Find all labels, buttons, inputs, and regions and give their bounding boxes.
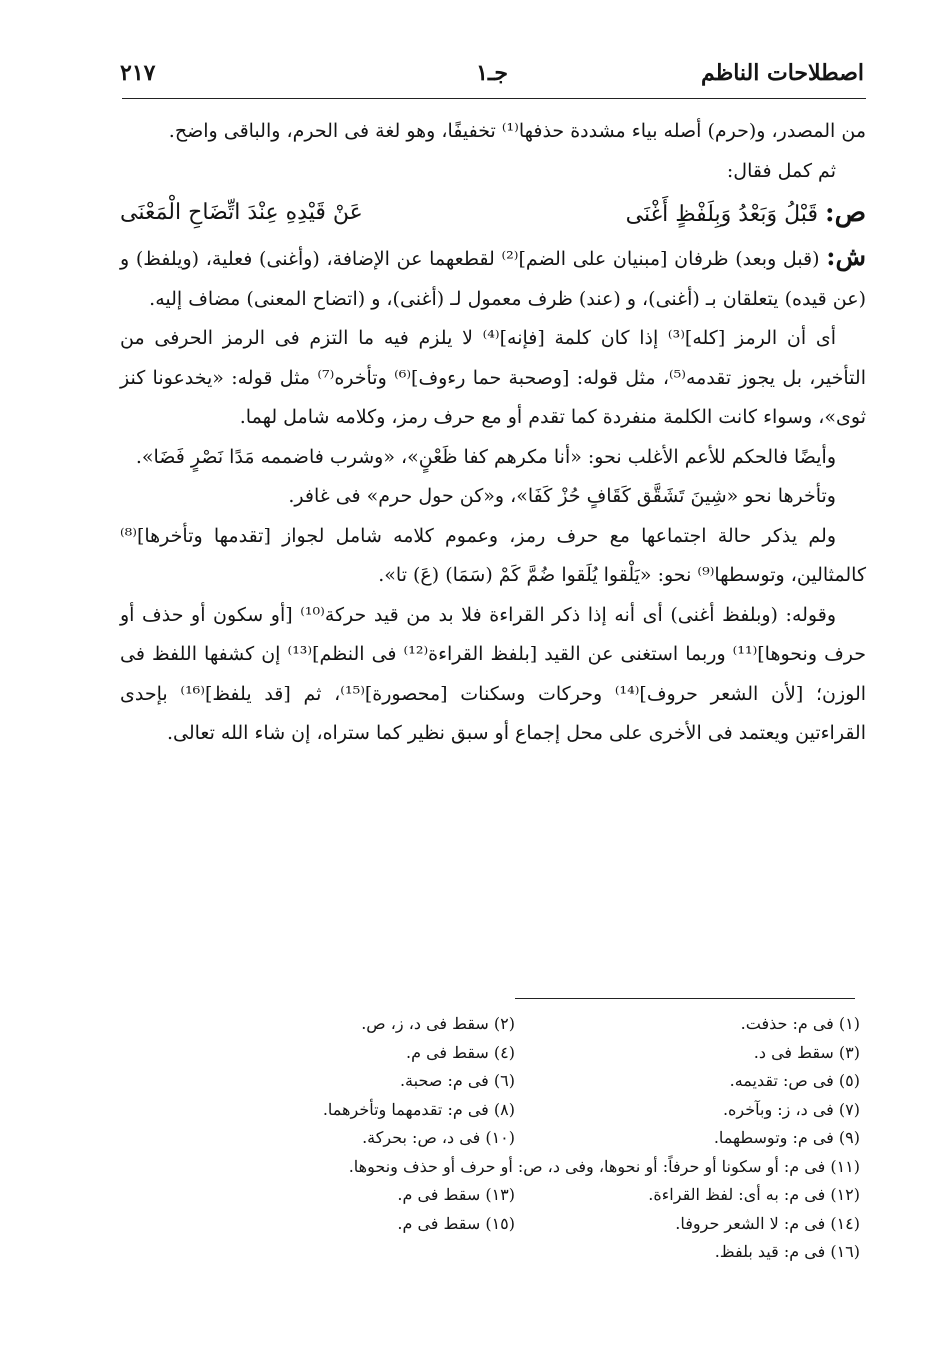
- header-volume: جـ١: [476, 60, 508, 86]
- footnote-6: (٦) فى م: صحبة.: [399, 1071, 515, 1090]
- paragraph-8: وقوله: (وبلفظ أغنى) أى أنه إذا ذكر القراءة فلا بد من قيد حركة⁽¹⁰⁾ [أو سكون أو حذف أو حرف ونحوها]⁽¹¹⁾ وربما استغنى عن القيد [بلفظ القراءة⁽¹²⁾ فى النظم]⁽¹³⁾ إن كشفها اللفظ فى الوزن؛ [لأن الشعر حروف]⁽¹⁴⁾ وحركات وسكنات [محصورة]⁽¹⁵⁾، ثم [قد يلفظ]⁽¹⁶⁾ بإحدى القراءتين ويعتمد فى الأخرى على محل إجماع أو سبق نظير كما ستراه، إن شاء الله تعالى.: [120, 603, 867, 744]
- footnote-2: (٢) سقط فى د، ز، ص.: [361, 1014, 515, 1033]
- footnote-1: (١) فى م: حذفت.: [740, 1014, 860, 1033]
- paragraph-5: وأيضًا فالحكم للأعم الأغلب نحو: «أنا مكرهم كفا ظَعْنٍ»، «وشرب فاضممه مَدًا نَصْرٍ فَضَا».: [135, 445, 836, 468]
- footnote-14: (١٤) فى م: لا الشعر حروفا.: [675, 1213, 860, 1233]
- footnote-12: (١٢) فى م: به أى: لفظ القراءة.: [648, 1185, 860, 1204]
- verse-hemistich-1: ص: قَبْلُ وَبَعْدُ وَبِلَفْظٍ أَغْنَى: [625, 198, 866, 228]
- footnote-4: (٤) سقط فى م.: [405, 1042, 515, 1062]
- running-header: [120, 56, 864, 96]
- footnote-9: (٩) فى م: وتوسطهما.: [713, 1128, 860, 1147]
- footnote-13: (١٣) سقط فى م.: [397, 1185, 515, 1204]
- header-title: اصطلاحات الناظم: [701, 60, 864, 86]
- footnote-row: [200, 1067, 860, 1096]
- paragraph-4: أى أن الرمز [كله]⁽³⁾ إذا كان كلمة [فإنه]⁽⁴⁾ لا يلزم فيه ما التزم فى الرمز الحرفى من التأخير، بل يجوز تقدمه⁽⁵⁾، مثل قوله: [وصحبة حما رءوف]⁽⁶⁾ وتأخره⁽⁷⁾ مثل قوله: «يخدعونا كنز ثوى»، وسواء كانت الكلمة منفردة كما تقدم أو مع حرف رمز، وكلامه شامل لهما.: [120, 327, 866, 428]
- footnote-row: [200, 1181, 860, 1210]
- header-rule: [122, 98, 866, 99]
- page-number: ٢١٧: [120, 60, 156, 86]
- footnote-row: [200, 1210, 860, 1239]
- footnote-rule: [515, 998, 855, 999]
- paragraph-6: وتأخرها نحو «شِينَ تَشَقَّق كَقَافٍ حُزْ كَفَا»، و«كن حول حرم» فى غافر.: [288, 485, 836, 507]
- footnote-3: (٣) سقط فى د.: [753, 1042, 860, 1062]
- footnote-11: (١١) فى م: أو سكونا أو حرفاً: أو نحوها، وفى د، ص: أو حرف أو حذف ونحوها.: [348, 1156, 860, 1176]
- footnote-5: (٥) فى ص: تقديمه.: [729, 1071, 860, 1090]
- verse-marker: ص:: [824, 198, 866, 228]
- main-text: [120, 112, 866, 754]
- paragraph-7: ولم يذكر حالة اجتماعها مع حرف رمز، وعموم كلامه شامل لجواز [تقدمها وتأخرها]⁽⁸⁾ كالمثالين، وتوسطها⁽⁹⁾ نحو: «يَلْقوا يُلَقوا ضُمَّ كَمْ (سَمَا) (عَ) تا».: [120, 524, 866, 586]
- footnote-15: (١٥) سقط فى م.: [397, 1213, 515, 1233]
- footnote-row: [200, 1124, 860, 1153]
- footnote-7: (٧) فى د، ز: وبآخره.: [722, 1099, 860, 1119]
- footnotes: [200, 1010, 860, 1267]
- paragraph-1: من المصدر، و(حرم) أصله بياء مشددة حذفها⁽¹⁾ تخفيفًا، وهو لغة فى الحرم، والباقى واضح.: [168, 120, 866, 142]
- paragraph-3: ش: (قبل وبعد) ظرفان [مبنيان على الضم]⁽²⁾ لقطعهما عن الإضافة، (وأغنى) فعلية، (ويلفظ) و (عن قيده) يتعلقان بـ (أغنى)، و (عند) ظرف معمول لـ (أغنى)، و (اتضاح المعنى) مضاف إليه.: [120, 242, 866, 310]
- footnote-row: [200, 1010, 860, 1039]
- footnote-16: (١٦) فى م: قيد بلفظ.: [714, 1242, 860, 1261]
- sharh-marker: ش:: [826, 242, 866, 271]
- poem-verse: [120, 191, 866, 237]
- footnote-row: [200, 1039, 860, 1068]
- footnote-8: (٨) فى م: تقدمهما وتأخرهما.: [322, 1099, 515, 1119]
- paragraph-2: ثم كمل فقال:: [726, 159, 836, 182]
- footnote-row: [200, 1238, 860, 1267]
- footnote-row: [200, 1153, 860, 1182]
- footnote-row: [200, 1096, 860, 1125]
- verse-hemistich-2: عَنْ قَيْدِهِ عِنْدَ اتِّضَاحِ الْمَعْنَى: [120, 200, 363, 225]
- footnote-10: (١٠) فى د، ص: بحركة.: [362, 1128, 515, 1147]
